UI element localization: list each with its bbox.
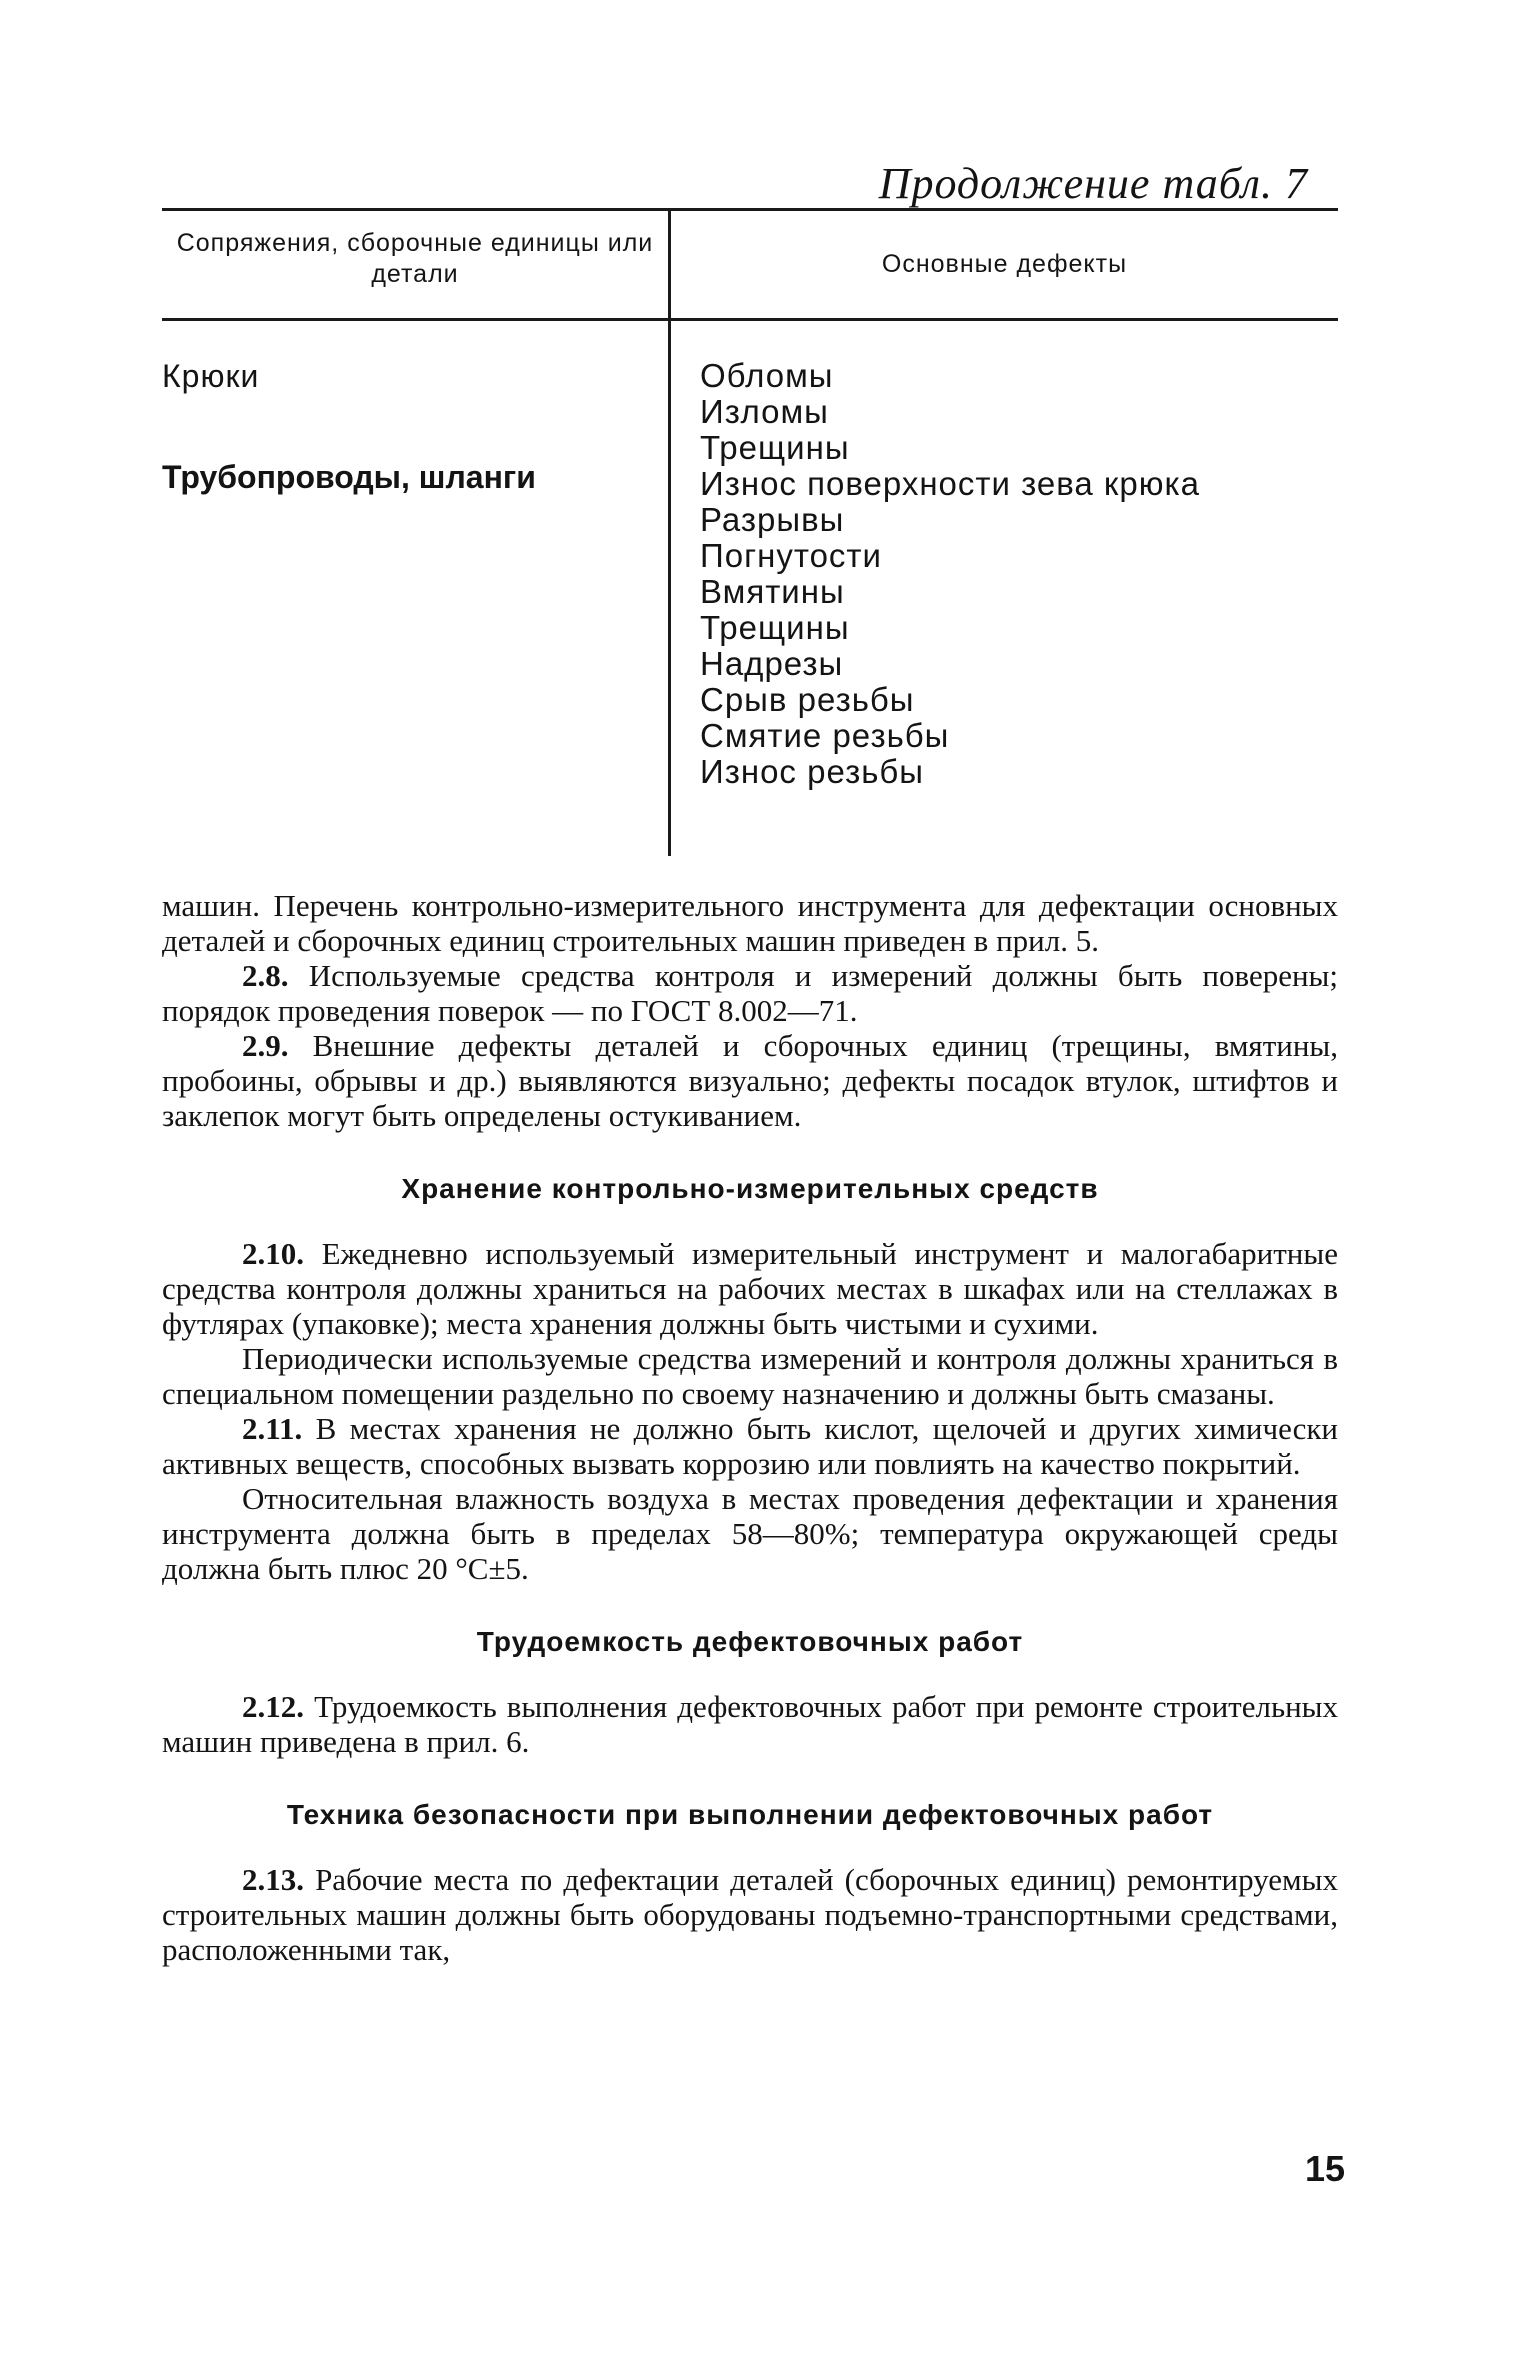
column-header-parts: Сопряжения, сборочные единицы или детали (176, 229, 654, 288)
paragraph-2-10-b: Периодически используемые средства измерений и контроля должны храниться в специальном помещении раздельно по своему назначению и должны быть смазаны. (162, 1341, 1338, 1411)
defect-item: Изломы (700, 393, 829, 430)
table-top-rule (162, 208, 1338, 211)
paragraph-continuation: машин. Перечень контрольно-измерительного инструмента для дефектации основных деталей и сборочных единиц строительных машин приведен в прил. 5. (162, 888, 1338, 958)
parts-column (162, 358, 662, 496)
clause-text: Рабочие места по дефектации деталей (сборочных единиц) ремонтируемых строительных машин должны быть оборудованы подъемно-транспортными средствами, расположенными так, (162, 1862, 1338, 1967)
paragraph-2-8 (162, 958, 1338, 1028)
defect-item: Надрезы (700, 645, 844, 682)
defect-item: Износ поверхности зева крюка (700, 465, 1200, 502)
paragraph-2-13 (162, 1862, 1338, 1967)
clause-number: 2.8. (242, 958, 289, 993)
defect-item: Трещины (700, 429, 850, 466)
defect-item: Вмятины (700, 573, 845, 610)
body-text (162, 888, 1338, 1967)
defects-list (700, 358, 1200, 790)
part-pipelines: Трубопроводы, шланги (162, 459, 536, 495)
defect-item: Трещины (700, 609, 850, 646)
page-number: 15 (1304, 2148, 1345, 2189)
clause-text: Ежедневно используемый измерительный инструмент и малогабаритные средства контроля должны храниться на рабочих местах в шкафах или на стеллажах в футлярах (упаковке); места хранения должны быть чистыми и сухими. (162, 1236, 1338, 1341)
paragraph-2-9 (162, 1028, 1338, 1133)
part-hooks: Крюки (162, 358, 260, 394)
paragraph-2-12 (162, 1689, 1338, 1759)
section-heading-storage: Хранение контрольно-измерительных средств (401, 1173, 1099, 1204)
clause-number: 2.9. (242, 1028, 289, 1063)
table-header-rule (162, 318, 1338, 321)
clause-number: 2.10. (242, 1236, 304, 1271)
paragraph-2-10 (162, 1236, 1338, 1341)
clause-text: Трудоемкость выполнения дефектовочных работ при ремонте строительных машин приведена в прил. 6. (162, 1689, 1339, 1759)
defect-item: Разрывы (700, 501, 845, 538)
clause-text: Используемые средства контроля и измерений должны быть поверены; порядок проведения поверок — по ГОСТ 8.002—71. (162, 958, 1338, 1028)
clause-number: 2.12. (242, 1689, 304, 1724)
clause-text: В местах хранения не должно быть кислот, щелочей и других химически активных веществ, способных вызвать коррозию или повлиять на качество покрытий. (162, 1411, 1339, 1481)
paragraph-2-11-b: Относительная влажность воздуха в местах проведения дефектации и хранения инструмента должна быть в пределах 58—80%; температура окружающей среды должна быть плюс 20 °С±5. (162, 1481, 1338, 1586)
clause-number: 2.11. (242, 1411, 303, 1446)
clause-text: Внешние дефекты деталей и сборочных единиц (трещины, вмятины, пробоины, обрывы и др.) выявляются визуально; дефекты посадок втулок, штифтов и заклепок могут быть определены остукиванием. (162, 1028, 1339, 1133)
column-header-defects: Основные дефекты (881, 250, 1128, 278)
paragraph-2-11 (162, 1411, 1338, 1481)
defect-item: Смятие резьбы (700, 717, 950, 754)
table-caption: Продолжение табл. 7 (878, 159, 1308, 208)
section-heading-labor: Трудоемкость дефектовочных работ (476, 1626, 1024, 1657)
clause-number: 2.13. (242, 1862, 304, 1897)
section-heading-safety: Техника безопасности при выполнении дефектовочных работ (286, 1799, 1214, 1830)
defect-item: Износ резьбы (700, 753, 925, 790)
defect-item: Погнутости (700, 537, 882, 574)
defect-item: Обломы (700, 357, 834, 394)
table-column-divider (668, 208, 671, 856)
defect-item: Срыв резьбы (700, 681, 915, 718)
